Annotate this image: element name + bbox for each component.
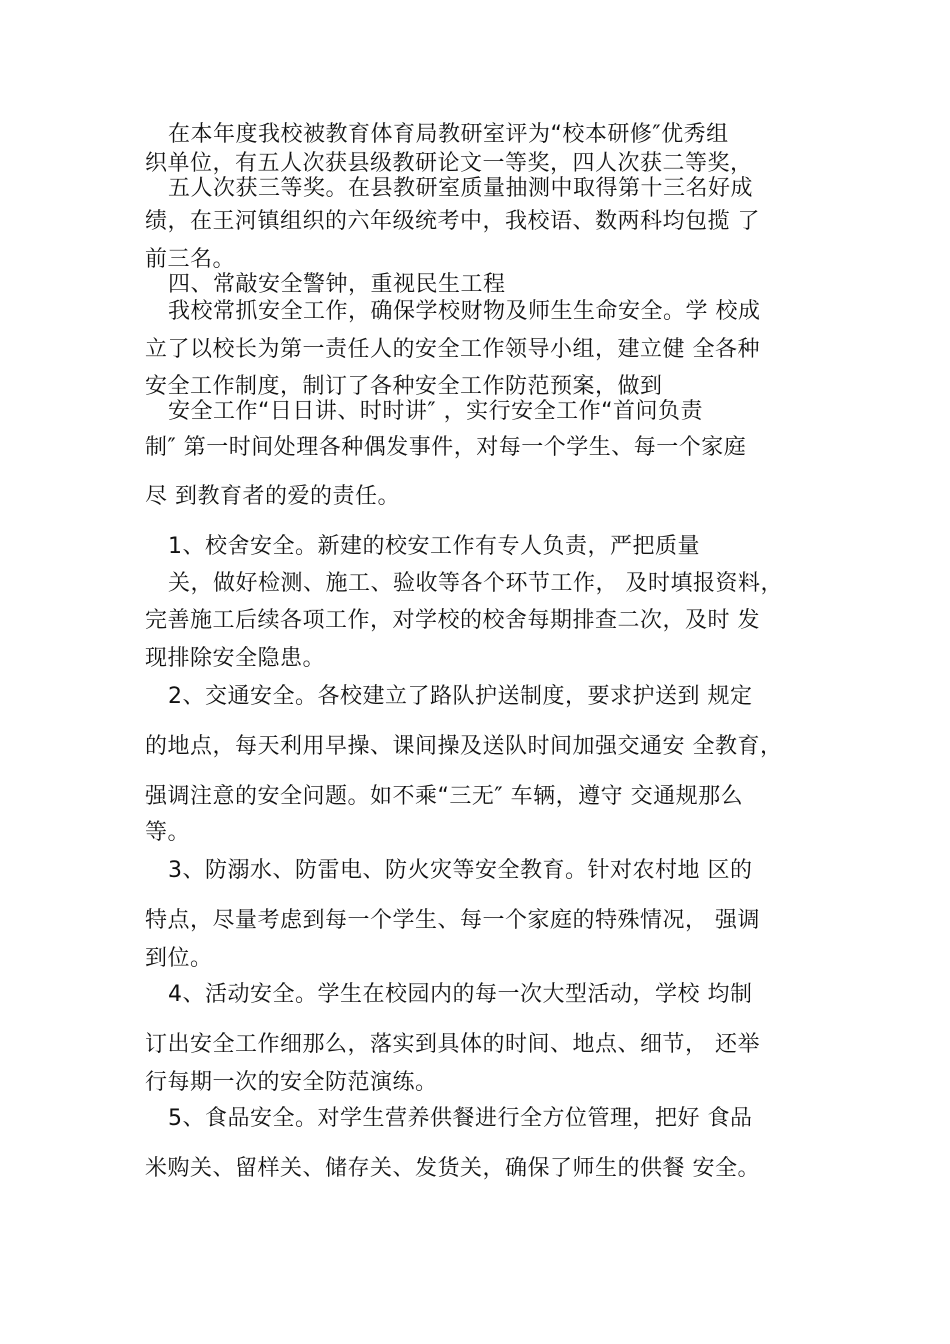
text-line: 制″ 第一时间处理各种偶发事件，对每一个学生、每一个家庭 [145, 435, 747, 460]
text-line: 完善施工后续各项工作，对学校的校舍每期排查二次，及时 发 [145, 608, 760, 633]
text-line: 特点，尽量考虑到每一个学生、每一个家庭的特殊情况， 强调 [145, 908, 760, 933]
text-line: 绩，在王河镇组织的六年级统考中，我校语、数两科均包揽 了 [145, 209, 760, 234]
section-heading: 四、常敲安全警钟，重视民生工程 [168, 272, 506, 297]
text-line: 尽 到教育者的爱的责任。 [145, 484, 400, 509]
text-line: 前三名。 [145, 247, 236, 272]
list-item-title: 3、防溺水、防雷电、防火灾等安全教育。针对农村地 区的 [168, 858, 753, 883]
text-line: 织单位，有五人次获县级教研论文一等奖，四人次获二等奖， [145, 151, 753, 176]
text-line: 关，做好检测、施工、验收等各个环节工作， 及时填报资料， [168, 571, 783, 596]
text-line: 五人次获三等奖。在县教研室质量抽测中取得第十三名好成 [168, 176, 754, 201]
text-line: 的地点，每天利用早操、课间操及送队时间加强交通安 全教育， [145, 734, 783, 759]
list-item-title: 4、活动安全。学生在校园内的每一次大型活动，学校 均制 [168, 982, 753, 1007]
text-line: 等。 [145, 820, 191, 845]
text-line: 现排除安全隐患。 [145, 646, 326, 671]
text-line: 行每期一次的安全防范演练。 [145, 1070, 438, 1095]
text-line: 订出安全工作细那么，落实到具体的时间、地点、细节， 还举 [145, 1032, 760, 1057]
text-line: 立了以校长为第一责任人的安全工作领导小组，建立健 全各种 [145, 337, 760, 362]
text-line: 我校常抓安全工作，确保学校财物及师生生命安全。学 校成 [168, 299, 761, 324]
text-line: 安全工作制度，制订了各种安全工作防范预案，做到 [145, 374, 663, 399]
list-item-title: 2、交通安全。各校建立了路队护送制度，要求护送到 规定 [168, 684, 753, 709]
list-item-title: 1、校舍安全。新建的校安工作有专人负责，严把质量 [168, 534, 700, 559]
list-item-title: 5、食品安全。对学生营养供餐进行全方位管理，把好 食品 [168, 1106, 753, 1131]
text-line: 在本年度我校被教育体育局教研室评为“校本研修″优秀组 [168, 122, 729, 147]
text-line: 米购关、留样关、储存关、发货关，确保了师生的供餐 安全。 [145, 1156, 760, 1181]
text-line: 安全工作“日日讲、时时讲″ ，实行安全工作“首问负责 [168, 399, 704, 424]
text-line: 到位。 [145, 946, 213, 971]
text-line: 强调注意的安全问题。如不乘“三无″ 车辆，遵守 交通规那么 [145, 784, 744, 809]
